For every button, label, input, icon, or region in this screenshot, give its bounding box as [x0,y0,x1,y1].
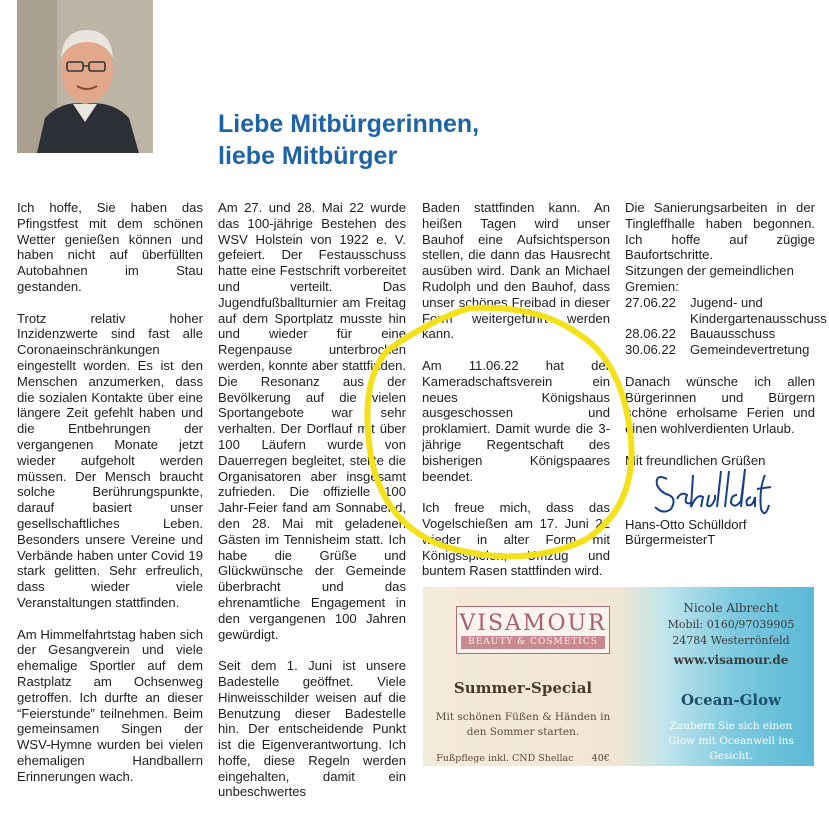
offer-title: Ocean-Glow [680,691,782,709]
logo-wordmark: VISAMOUR [459,611,607,636]
contact-name: Nicole Albrecht [683,601,779,615]
special-text-line-1: Mit schönen Füßen & Händen in [435,711,611,723]
contact-city: 24784 Westerrönfeld [672,634,790,647]
paragraph: Danach wünsche ich allen Bürgerinnen und Bürgern schöne erholsame Ferien und einen wohlverdienten Urlaub. [625,373,815,437]
paragraph: Am 27. und 28. Mai 22 wurde das 100-jährige Bestehen des WSV Holstein von 1922 e. V. gefeiert. Der Festausschuss hatte eine Festschrift vorbereitet und verteilt. Das Jugendfußballturnier am Freitag auf dem Sportplatz musste hin und wieder für eine Regenpause unterbrochen werden, konnte aber stattfinden. Die Resonanz aus der Bevölkerung auf die vielen Sportangebote war sehr verhalten. Der Dorflauf mit über 100 Läufern wurde von Dauerregen begleitet, stellte die Organisatoren aber insgesamt zufrieden. Die offizielle 100 Jahr-Feier fand am Sonnabend, den 28. Mai mit geladenen Gästen im Tennisheim statt. Ich habe die Grüße und Glückwünsche der Gemeinde überbracht und das ehrenamtliche Engagement in den vergangenen 100 Jahren gewürdigt. [218,200,406,642]
text-column-2 [218,200,406,816]
contact-website: www.visamour.de [673,653,789,667]
paragraph: Am Himmelfahrtstag haben sich der Gesangverein und viele ehemalige Sportler auf dem Rastplatz am Ochsenweg getroffen. Ich durfte an dieser “Feierstunde” teilnehmen. Beim gemeinsamen Singen der WSV-Hymne wurden bei vielen ehemaligen Handballern Erinnerungen wach. [17,626,203,784]
handwritten-signature [625,465,815,523]
paragraph: Baden stattfinden kann. An heißen Tagen wird unser Bauhof eine Aufsichtsperson stellen, die dann das Hausrecht ausüben wird. Dank an Michael Rudolph und den Bauhof, dass unser schönes Freibad in dieser Form weitergeführt werden kann. [422,200,610,342]
meeting-row [625,326,815,342]
special-title: Summer-Special [453,679,593,697]
meeting-name: Gemeindevertretung [690,342,810,358]
paragraph: Die Sanierungsarbeiten in der Tingleffhalle haben begonnen. Ich hoffe auf zügige Baufortschritte. [625,200,815,263]
visamour-advertisement [423,587,814,766]
signer-name: Hans-Otto Schülldorf [625,516,747,532]
headline-line-1: Liebe Mitbürgerinnen, [218,110,480,138]
text-column-1 [17,200,203,800]
paragraph: Seit dem 1. Juni ist unsere Badestelle geöffnet. Viele Hinweisschilder weisen auf die Benutzung dieser Badestelle hin. Der entscheidende Punkt ist die Eigenverantwortung. Ich hoffe, diese Regeln werden eingehalten, damit ein unbeschwertes [218,658,406,800]
meeting-row [625,342,815,358]
paragraph: Trotz relativ hoher Inzidenzwerte sind fast alle Coronaeinschränkungen eingestellt worden. Es ist den Menschen anzumerken, dass die sozialen Kontakte über eine längere Zeit gefehlt haben und die Entbehrungen der vergangenen Monate jetzt wieder aufgeholt werden müssen. Der Mensch braucht solche Berührungspunkte, darauf basiert unser gesellschaftliches Leben. Besonders unsere Vereine und Verbände haben unter Covid 19 stark gelitten. Sehr erfreulich, dass wieder viele Veranstaltungen stattfinden. [17,310,203,610]
paragraph-vogelschiessen: Ich freue mich, dass das Vogelschießen am 17. Juni 22 wieder in alter Form mit Königsspielen, Umzug und buntem Rasen stattfinden wird. [422,500,610,579]
visamour-logo [456,606,610,654]
headline-line-2: liebe Mitbürger [218,142,398,170]
text-column-4 [625,200,827,548]
offer-text-line-1: Zaubern Sie sich einen [669,720,793,732]
price-line: Fußpflege inkl. CND Shellac 40€ [436,753,610,764]
text-column-3 [422,200,610,595]
meetings-list [625,294,827,358]
signer-role: BürgermeisterT [625,532,716,548]
paragraph-koenigshaus: Am 11.06.22 hat der Kameradschaftsverein ein neues Königshaus ausgeschossen und proklamiert. Damit wurde die 3-jährige Regentschaft des bisherigen Königspaares beendet. [422,357,610,484]
meetings-intro: Sitzungen der gemeindlichen Gremien: [625,263,794,294]
logo-subtitle: BEAUTY & COSMETICS [461,636,605,649]
meeting-date: 30.06.22 [625,342,676,358]
offer-text-line-2: Glow mit Oceanwell ins [668,735,794,747]
special-text-line-2: den Sommer starten. [466,726,580,738]
meeting-name: Bauausschuss [690,326,776,342]
paragraph: Ich hoffe, Sie haben das Pfingstfest mit dem schönen Wetter genießen können und haben nicht auf überfüllten Autobahnen im Stau gestanden. [17,200,203,294]
meeting-date: 28.06.22 [625,326,676,342]
mayor-portrait-photo [17,0,153,153]
contact-mobile: Mobil: 0160/97039905 [667,618,795,631]
meeting-name: Jugend- und Kindergartenausschuss [690,294,827,326]
closing-greeting: Mit freundlichen Grüßen [625,452,766,468]
meeting-date: 27.06.22 [625,294,676,310]
meeting-row [625,294,827,327]
headline [218,108,638,172]
offer-text-line-3: Gesicht. [709,750,753,762]
